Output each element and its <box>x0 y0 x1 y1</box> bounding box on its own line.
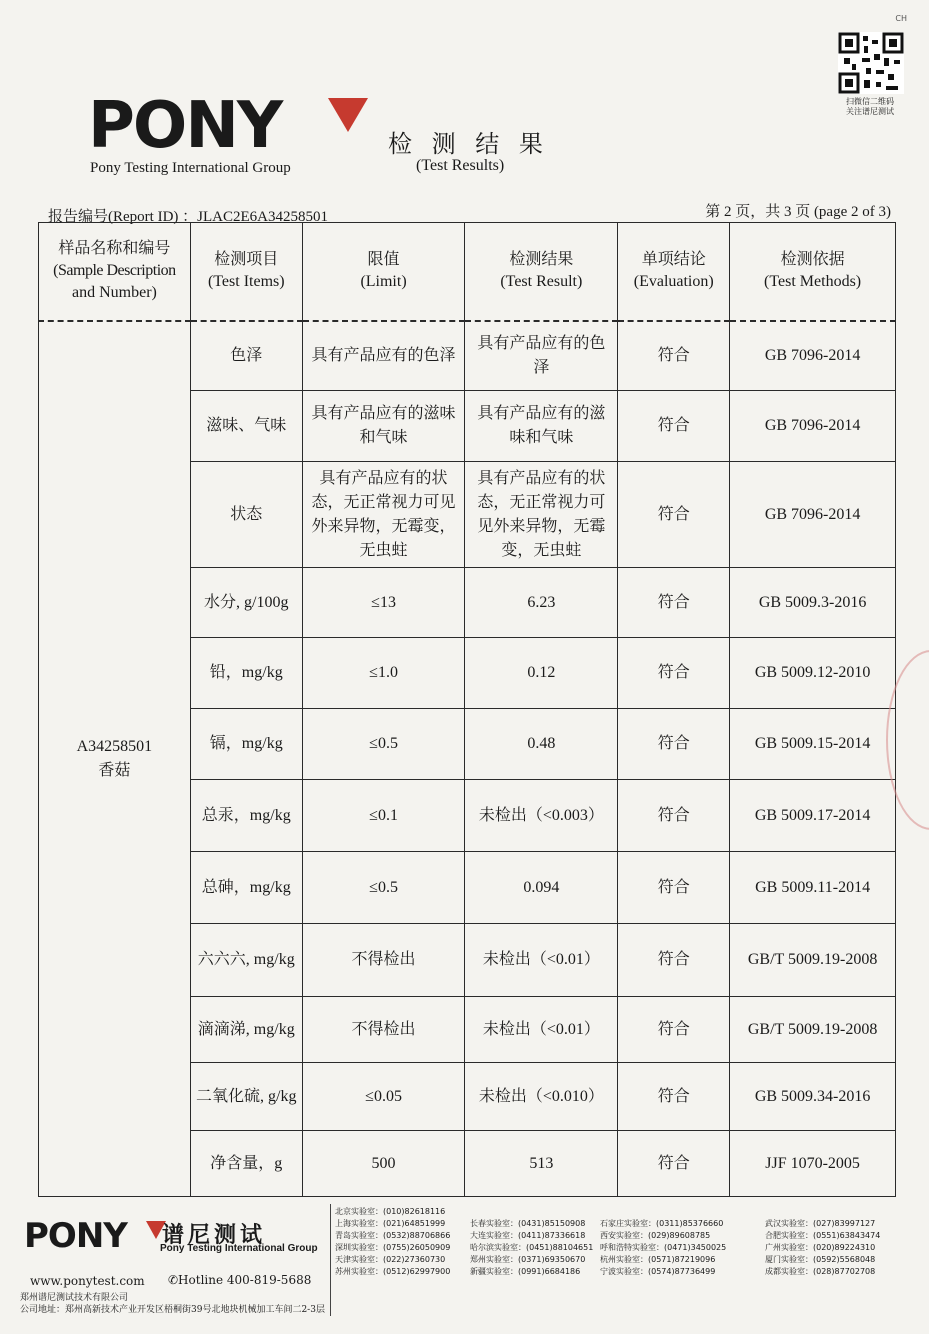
lab-contact-item <box>470 1206 600 1217</box>
limit-cell: 500 <box>302 1131 465 1197</box>
lab-contact-item: 广州实验室：(020)89224310 <box>765 1243 876 1252</box>
table-row <box>39 321 896 391</box>
limit-cell: 不得检出 <box>302 997 465 1063</box>
method-cell: GB 5009.3-2016 <box>730 568 896 638</box>
limit-cell: 不得检出 <box>302 924 465 997</box>
header-evaluation-line: (Evaluation) <box>633 273 714 291</box>
method-cell: GB 5009.34-2016 <box>730 1063 896 1131</box>
method-cell: JJF 1070-2005 <box>730 1131 896 1197</box>
lab-contact-item: 深圳实验室：(0755)26050909 <box>335 1243 451 1252</box>
lab-contact-item: 上海实验室：(021)64851999 <box>335 1219 446 1228</box>
header-item <box>190 223 302 321</box>
limit-cell: ≤0.1 <box>302 780 465 852</box>
evaluation-cell: 符合 <box>618 924 730 997</box>
lab-contact-item: 厦门实验室：(0592)5568048 <box>765 1255 876 1264</box>
method-cell: GB/T 5009.19-2008 <box>730 924 896 997</box>
item-cell: 镉，mg/kg <box>190 709 302 780</box>
lab-contact-item: 宁波实验室：(0574)87736499 <box>600 1267 716 1276</box>
lab-contact-item: 呼和浩特实验室：(0471)3450025 <box>600 1243 727 1252</box>
lab-contact-item: 北京实验室：(010)82618116 <box>335 1207 446 1216</box>
lab-contact-item: 大连实验室：(0411)87336618 <box>470 1231 586 1240</box>
evaluation-cell: 符合 <box>618 997 730 1063</box>
lab-contact-item <box>600 1206 765 1217</box>
lab-contact-item: 杭州实验室：(0571)87219096 <box>600 1255 716 1264</box>
lab-contact-item <box>765 1206 915 1217</box>
result-cell: 未检出（<0.01） <box>465 997 618 1063</box>
logo-word: PONY <box>88 89 282 163</box>
header-method-line: (Test Methods) <box>764 273 862 291</box>
header-item-line: (Test Items) <box>207 273 285 291</box>
footer-hotline: ✆Hotline 400-819-5688 <box>168 1273 312 1287</box>
method-cell: GB 5009.11-2014 <box>730 852 896 924</box>
item-cell: 滋味、气味 <box>190 391 302 462</box>
lab-contact-item: 石家庄实验室：(0311)85376660 <box>600 1219 724 1228</box>
evaluation-cell: 符合 <box>618 462 730 568</box>
result-cell: 未检出（<0.010） <box>465 1063 618 1131</box>
result-cell: 0.48 <box>465 709 618 780</box>
footer-company-name-cn: 谱尼测试 <box>162 1223 267 1248</box>
results-table <box>38 222 896 1197</box>
header-evaluation <box>618 223 730 321</box>
method-cell: GB 5009.17-2014 <box>730 780 896 852</box>
evaluation-cell: 符合 <box>618 1131 730 1197</box>
footer-divider <box>330 1204 331 1316</box>
limit-cell: 具有产品应有的状态，无正常视力可见外来异物，无霉变，无虫蛀 <box>302 462 465 568</box>
sample-name: 香菇 <box>98 761 131 779</box>
evaluation-cell: 符合 <box>618 709 730 780</box>
limit-cell: 具有产品应有的滋味和气味 <box>302 391 465 462</box>
limit-cell: ≤13 <box>302 568 465 638</box>
pony-logo <box>88 89 348 163</box>
sample-cell <box>39 321 191 1197</box>
item-cell: 水分, g/100g <box>190 568 302 638</box>
sample-id: A34258501 <box>76 737 153 755</box>
method-cell: GB 7096-2014 <box>730 462 896 568</box>
method-cell: GB 7096-2014 <box>730 391 896 462</box>
item-cell: 二氧化硫, g/kg <box>190 1063 302 1131</box>
header-method <box>730 223 896 321</box>
item-cell: 净含量，g <box>190 1131 302 1197</box>
header-sample-line: 样品名称和编号 <box>58 240 171 258</box>
method-cell: GB 5009.15-2014 <box>730 709 896 780</box>
evaluation-cell: 符合 <box>618 638 730 709</box>
limit-cell: ≤0.5 <box>302 709 465 780</box>
header-evaluation-line: 单项结论 <box>641 251 706 269</box>
header-result-line: (Test Result) <box>500 273 583 291</box>
header-item-line: 检测项目 <box>214 251 279 269</box>
item-cell: 六六六, mg/kg <box>190 924 302 997</box>
logo-subtitle: Pony Testing International Group <box>90 160 291 176</box>
item-cell: 总汞，mg/kg <box>190 780 302 852</box>
evaluation-cell: 符合 <box>618 568 730 638</box>
item-cell: 滴滴涕, mg/kg <box>190 997 302 1063</box>
header-result <box>465 223 618 321</box>
result-cell: 6.23 <box>465 568 618 638</box>
header-result-line: 检测结果 <box>509 251 574 269</box>
header-limit-line: (Limit) <box>360 273 407 291</box>
item-cell: 铅，mg/kg <box>190 638 302 709</box>
result-cell: 具有产品应有的状态，无正常视力可见外来异物，无霉变，无虫蛀 <box>465 462 618 568</box>
lab-contact-item: 成都实验室：(028)87702708 <box>765 1267 876 1276</box>
limit-cell: ≤1.0 <box>302 638 465 709</box>
result-cell: 未检出（<0.01） <box>465 924 618 997</box>
lab-contact-item: 武汉实验室：(027)83997127 <box>765 1219 876 1228</box>
limit-cell: ≤0.5 <box>302 852 465 924</box>
result-cell: 具有产品应有的滋味和气味 <box>465 391 618 462</box>
result-cell: 具有产品应有的色泽 <box>465 321 618 391</box>
footer-address: 公司地址：郑州高新技术产业开发区梧桐街39号北地块机械加工车间二2-3层 <box>20 1305 325 1315</box>
footer-company-name-en: Pony Testing International Group <box>160 1243 318 1254</box>
qr-code-icon <box>838 32 904 94</box>
footer-logo-word: PONY <box>24 1216 127 1256</box>
header-sample <box>39 223 191 321</box>
lab-contact-item: 西安实验室：(029)89608785 <box>600 1231 711 1240</box>
document-title-en: (Test Results) <box>416 157 505 174</box>
qr-caption <box>834 97 906 117</box>
evaluation-cell: 符合 <box>618 852 730 924</box>
item-cell: 色泽 <box>190 321 302 391</box>
lab-contact-item: 青岛实验室：(0532)88706866 <box>335 1231 451 1240</box>
lab-contact-list <box>335 1206 915 1277</box>
header-sample-line: and Number) <box>71 284 157 302</box>
lab-contact-item: 合肥实验室：(0551)63843474 <box>765 1231 881 1240</box>
item-cell: 状态 <box>190 462 302 568</box>
limit-cell: ≤0.05 <box>302 1063 465 1131</box>
header-method-line: 检测依据 <box>780 251 845 269</box>
qr-caption-line1: 扫微信二维码 <box>846 97 894 106</box>
lab-contact-item: 哈尔滨实验室：(0451)88104651 <box>470 1243 594 1252</box>
result-cell: 未检出（<0.003） <box>465 780 618 852</box>
lab-contact-item: 长春实验室：(0431)85150908 <box>470 1219 586 1228</box>
lab-contact-item: 郑州实验室：(0371)69350670 <box>470 1255 586 1264</box>
page-info: 第 2 页，共 3 页 (page 2 of 3) <box>705 204 891 220</box>
evaluation-cell: 符合 <box>618 391 730 462</box>
item-cell: 总砷，mg/kg <box>190 852 302 924</box>
evaluation-cell: 符合 <box>618 1063 730 1131</box>
lab-contact-item: 天津实验室：(022)27360730 <box>335 1255 446 1264</box>
method-cell: GB 5009.12-2010 <box>730 638 896 709</box>
footer-website: www.ponytest.com <box>30 1274 145 1288</box>
qr-caption-line2: 关注谱尼测试 <box>846 107 894 116</box>
header-limit-line: 限值 <box>367 251 400 269</box>
method-cell: GB 7096-2014 <box>730 321 896 391</box>
result-cell: 0.094 <box>465 852 618 924</box>
table-header-row <box>39 223 896 321</box>
document-title: 检 测 结 果 <box>388 130 549 158</box>
evaluation-cell: 符合 <box>618 780 730 852</box>
lab-contact-item: 新疆实验室：(0991)6684186 <box>470 1267 581 1276</box>
report-id: 报告编号(Report ID) ：JLAC2E6A34258501 <box>48 209 328 225</box>
evaluation-cell: 符合 <box>618 321 730 391</box>
corner-mark: CH <box>895 14 907 23</box>
result-cell: 513 <box>465 1131 618 1197</box>
header-limit <box>302 223 465 321</box>
result-cell: 0.12 <box>465 638 618 709</box>
limit-cell: 具有产品应有的色泽 <box>302 321 465 391</box>
lab-contact-item: 苏州实验室：(0512)62997900 <box>335 1267 451 1276</box>
logo-triangle-icon <box>328 98 368 132</box>
footer-company: 郑州谱尼测试技术有限公司 <box>20 1293 129 1303</box>
header-sample-line: (Sample Description <box>53 262 176 280</box>
method-cell: GB/T 5009.19-2008 <box>730 997 896 1063</box>
